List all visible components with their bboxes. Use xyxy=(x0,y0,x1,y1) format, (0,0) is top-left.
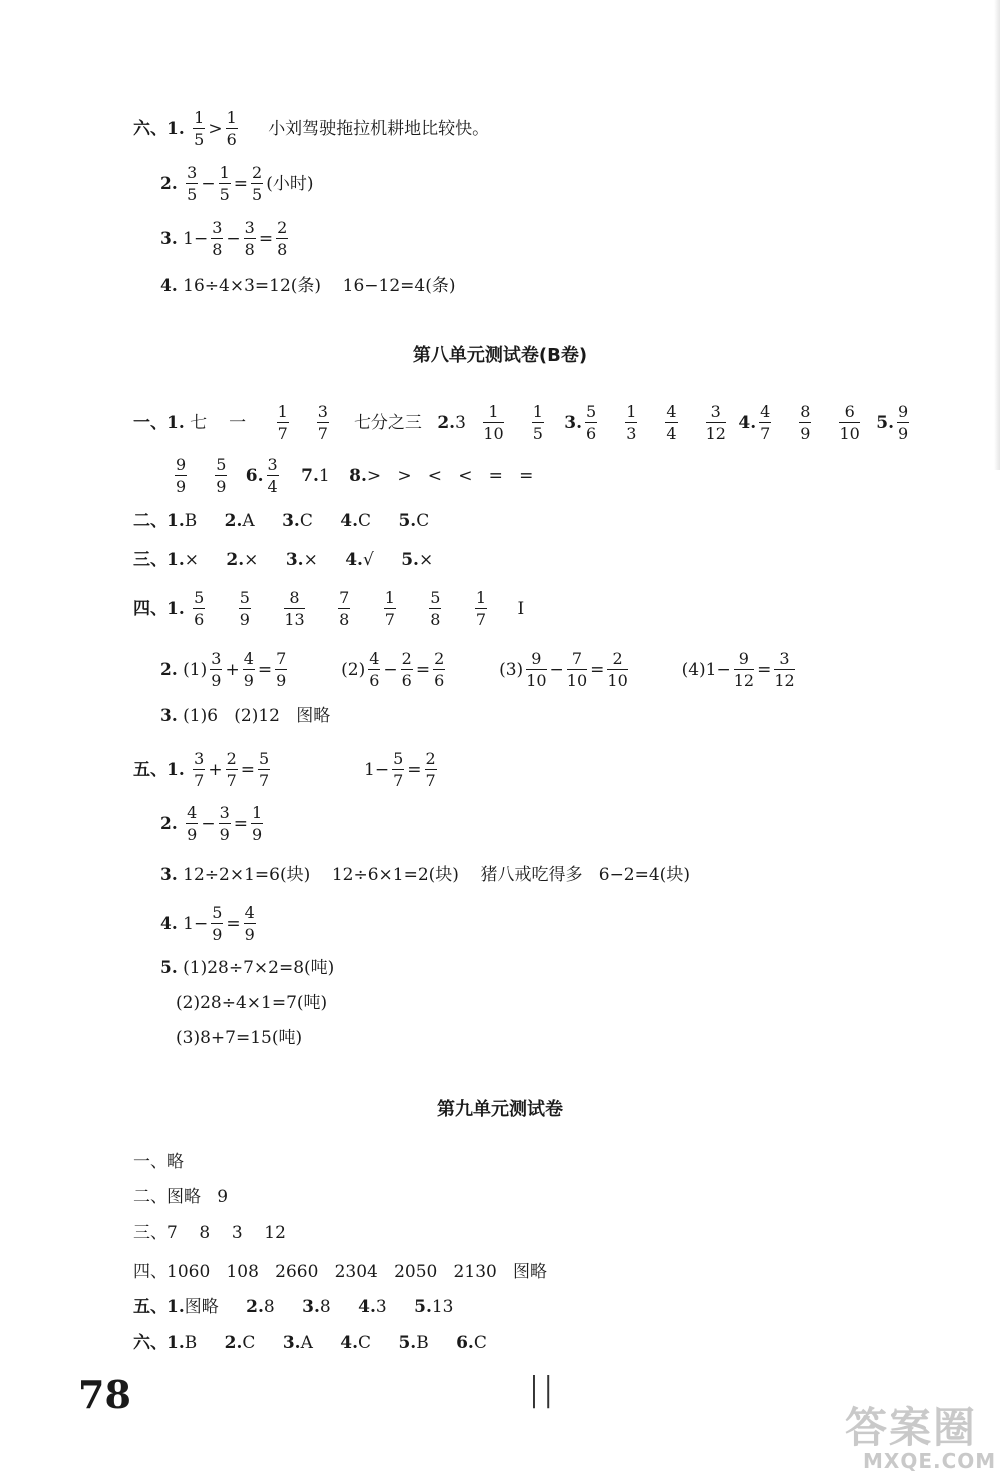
answer-b-5-3: 3. 12÷2×1=6(块) 12÷6×1=2(块) 猪八戒吃得多 6−2=4(块) xyxy=(160,865,690,885)
answer-b-4-3: 3. (1)6 (2)12 图略 xyxy=(160,706,331,726)
section-heading-unit9: 第九单元测试卷 xyxy=(437,1099,563,1120)
answer-b-4-1: 四、1. $\frac{5}{6}$ $\frac{5}{9}$ $\frac{8}{13}$ $\frac{7}{8}$ $\frac{1}{7}$ $\frac{5}{8}$ $\frac{1}{7}$ I xyxy=(133,588,525,629)
section-heading-unit8-b: 第八单元测试卷(B卷) xyxy=(412,345,588,366)
page-number: 78 xyxy=(78,1372,131,1417)
fraction: $\frac{1}{6}$ xyxy=(226,108,237,149)
answer-text: 小刘驾驶拖拉机耕地比较快。 xyxy=(268,119,490,139)
answer-b-5-1: 五、1. $\frac{3}{7}$ + $\frac{2}{7}$ = $\frac{5}{7}$ 1− $\frac{5}{7}$ = $\frac{2}{7}$ xyxy=(133,749,436,790)
page-edge-shadow xyxy=(994,0,1000,470)
answer-9-6: 六、1.B 2.C 3.A 4.C 5.B 6.C xyxy=(133,1333,487,1353)
answer-b-5-4: 4. 1− $\frac{5}{9}$ = $\frac{4}{9}$ xyxy=(160,903,255,944)
answer-6-1: 六、1. $\frac{1}{5}$ > $\frac{1}{6}$ 小刘驾驶拖拉机耕地比较快。 xyxy=(133,108,490,149)
handwritten-mark: ll xyxy=(528,1368,557,1419)
answer-b-3: 三、1.× 2.× 3.× 4.√ 5.× xyxy=(133,550,434,570)
answer-6-3: 3. 1− $\frac{3}{8}$ − $\frac{3}{8}$ = $\frac{2}{8}$ xyxy=(160,218,288,259)
answer-9-5: 五、1.图略 2.8 3.8 4.3 5.13 xyxy=(133,1297,454,1317)
answer-b-1: 一、1. 七 一 $\frac{1}{7}$ $\frac{3}{7}$ 七分之三 2.3 $\frac{1}{10}$ $\frac{1}{5}$ 3. $\frac{5}{6}$ $\frac{1}{3}$ $\frac{4}{4}$ $\frac{3}{12}$ 4. $\frac{4}{7}$ $\frac{8}{9}$ $\frac{6}{10}$ 5. $\frac{9}{9}$ xyxy=(133,402,909,443)
answer-b-4-2: 2. (1) $\frac{3}{9}$ + $\frac{4}{9}$ = $\frac{7}{9}$ (2) $\frac{4}{6}$ − $\frac{2}{6}$ = $\frac{2}{6}$ (3) $\frac{9}{10}$ − $\frac{7}{10}$ = $\frac{2}{10}$ (4)1− $\frac{9}{12}$ = $\frac{3}{12}$ xyxy=(160,649,795,690)
answer-9-3: 三、7 8 3 12 xyxy=(133,1223,286,1243)
answer-b-5-5-1: 5. (1)28÷7×2=8(吨) xyxy=(160,958,335,978)
answer-9-4: 四、1060 108 2660 2304 2050 2130 图略 xyxy=(133,1262,548,1282)
answer-b-2: 二、1.B 2.A 3.C 4.C 5.C xyxy=(133,511,430,531)
answer-6-2: 2. $\frac{3}{5}$ − $\frac{1}{5}$ = $\frac{2}{5}$ (小时) xyxy=(160,163,314,204)
answer-6-4: 4. 16÷4×3=12(条) 16−12=4(条) xyxy=(160,276,456,296)
answer-b-5-2: 2. $\frac{4}{9}$ − $\frac{3}{9}$ = $\frac{1}{9}$ xyxy=(160,803,263,844)
fraction: $\frac{1}{5}$ xyxy=(194,108,205,149)
answer-9-2: 二、图略 9 xyxy=(133,1187,229,1207)
answer-9-1: 一、略 xyxy=(133,1152,184,1172)
watermark-logo: 答案圈 MXQE.COM xyxy=(845,1403,997,1473)
item-label: 六、1. xyxy=(133,119,185,139)
answer-b-5-5-3: (3)8+7=15(吨) xyxy=(176,1028,303,1048)
answer-b-1-cont: $\frac{9}{9}$ $\frac{5}{9}$ 6. $\frac{3}{4}$ 7.1 8.> > < < = = xyxy=(176,455,534,496)
answer-b-5-5-2: (2)28÷4×1=7(吨) xyxy=(176,993,328,1013)
